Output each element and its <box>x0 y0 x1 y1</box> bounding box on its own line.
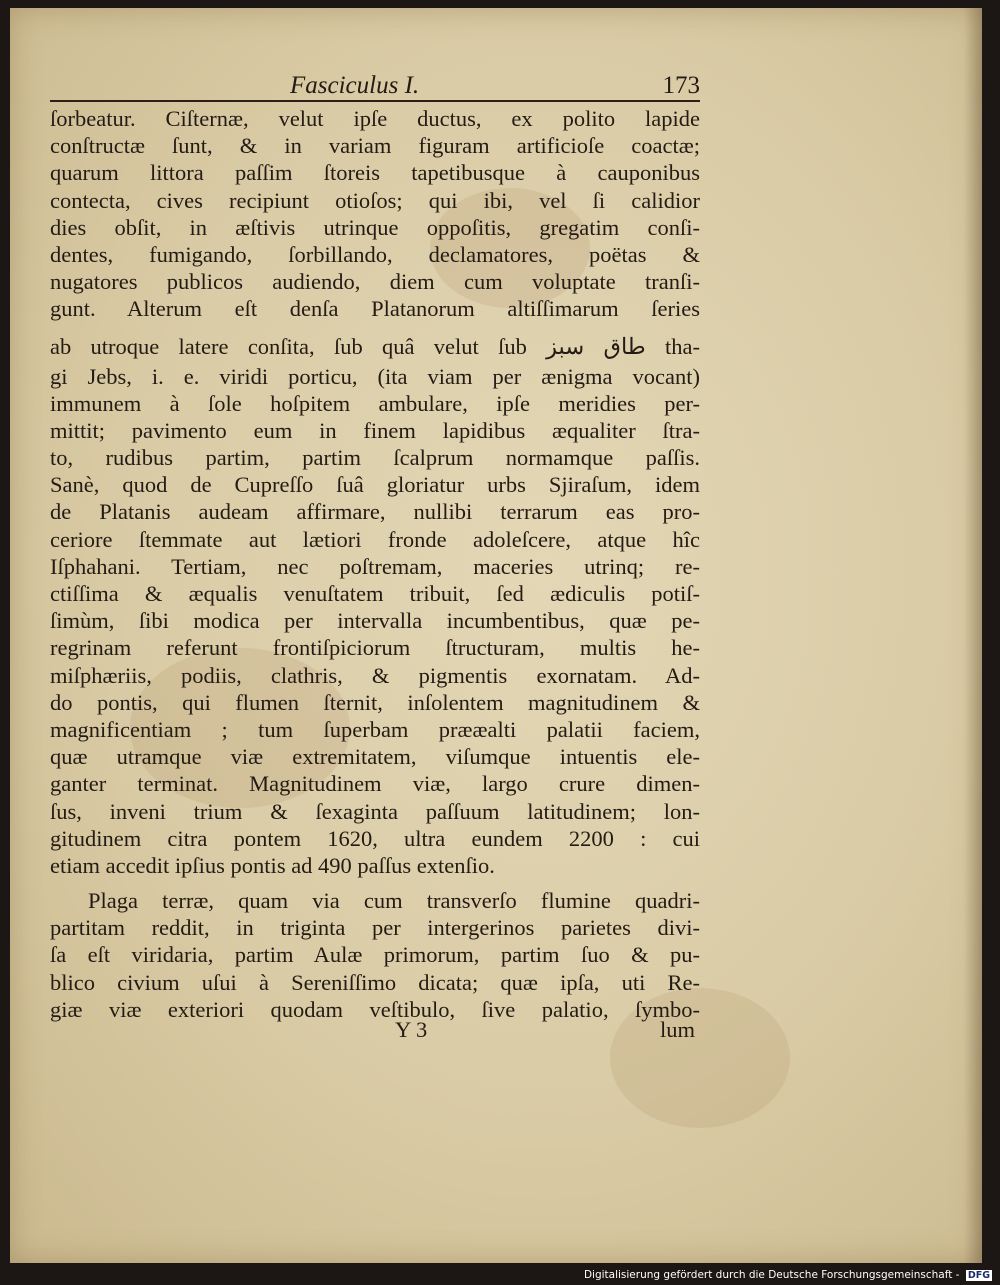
text-line: Sanè, quod de Cupreſſo ſuâ gloriatur urbs Sjiraſum, idem <box>50 472 700 498</box>
running-title: Fasciculus I. <box>290 72 420 99</box>
digitization-credit <box>584 1269 992 1281</box>
text-line: gi Jebs, i. e. viridi porticu, (ita viam per ænigma vocant) <box>50 363 700 389</box>
text-line: contecta, cives recipiunt otioſos; qui ibi, vel ſi calidior <box>50 187 700 213</box>
text-line: gitudinem citra pontem 1620, ultra eundem 2200 : cui <box>50 825 700 851</box>
text-line: ctiſſima & æqualis venuſtatem tribuit, ſed ædiculis potiſ- <box>50 581 700 606</box>
text-line: giæ viæ exteriori quodam veſtibulo, ſive palatio, ſymbo- <box>50 996 700 1022</box>
text-line: mittit; pavimento eum in finem lapidibus æqualiter ſtra- <box>50 417 700 443</box>
header-rule <box>50 100 700 102</box>
page-footer <box>50 1017 700 1047</box>
text-line: dies obſit, in æſtivis utrinque oppoſitis, gregatim conſi- <box>50 214 700 240</box>
text-line: de Platanis audeam affirmare, nullibi terrarum eas pro- <box>50 499 700 525</box>
text-line: quarum littora paſſim ſtoreis tapetibusque à cauponibus <box>50 160 700 186</box>
page-header <box>40 70 700 110</box>
credit-text: Digitalisierung gefördert durch die Deutsche Forschungsgemeinschaft - <box>583 1269 960 1281</box>
text-line: immunem à ſole hoſpitem ambulare, ipſe meridies per- <box>50 390 700 416</box>
text-line: Plaga terræ, quam via cum transverſo flumine quadri- <box>88 888 700 914</box>
text-line: miſphæriis, podiis, clathris, & pigmentis exornatam. Ad- <box>50 662 700 688</box>
text-line: ganter terminat. Magnitudinem viæ, largo crure dimen- <box>50 771 700 797</box>
text-line: gunt. Alterum eſt denſa Platanorum altiſſimarum ſeries <box>50 296 700 322</box>
text-line: ſimùm, ſibi modica per intervalla incumbentibus, quæ pe- <box>50 608 700 634</box>
text-line: nugatores publicos audiendo, diem cum voluptate tranſi- <box>50 269 700 295</box>
dfg-logo: DFG <box>967 1270 990 1281</box>
text-line: ſus, inveni trium & ſexaginta paſſuum latitudinem; lon- <box>50 798 700 824</box>
catchword: lum <box>659 1017 695 1042</box>
text-line: to, rudibus partim, partim ſcalprum normamque paſſis. <box>50 445 700 471</box>
text-line: ab utroque latere conſita, ſub quâ velut ſub طاق سبز tha- <box>50 333 700 359</box>
text-line: conſtructæ ſunt, & in variam figuram artificioſe coactæ; <box>50 133 700 159</box>
text-line: do pontis, qui flumen ſternit, inſolentem magnitudinem & <box>50 689 700 715</box>
text-line: Iſphahani. Tertiam, nec poſtremam, maceries utrinq; re- <box>50 553 700 579</box>
text-line: partitam reddit, in triginta per intergerinos parietes divi- <box>50 915 700 941</box>
text-line: blico civium uſui à Sereniſſimo dicata; quæ ipſa, uti Re- <box>50 969 700 995</box>
text-line: dentes, fumigando, ſorbillando, declamatores, poëtas & <box>50 241 700 267</box>
text-line: quæ utramque viæ extremitatem, viſumque intuentis ele- <box>50 744 700 770</box>
body-text <box>50 105 700 1023</box>
text-line: etiam accedit ipſius pontis ad 490 paſſus extenſio. <box>50 852 495 878</box>
text-line: ceriore ſtemmate aut lætiori fronde adoleſcere, atque hîc <box>50 526 700 552</box>
text-line: ſorbeatur. Ciſternæ, velut ipſe ductus, ex polito lapide <box>50 106 700 131</box>
text-line: magnificentiam ; tum ſuperbam prææalti palatii faciem, <box>50 716 700 742</box>
page-number: 173 <box>662 72 700 99</box>
text-line: ſa eſt viridaria, partim Aulæ primorum, partim ſuo & pu- <box>50 942 700 968</box>
text-line: regrinam referunt frontiſpiciorum ſtructuram, multis he- <box>50 635 700 661</box>
signature-mark: Y 3 <box>395 1017 428 1042</box>
